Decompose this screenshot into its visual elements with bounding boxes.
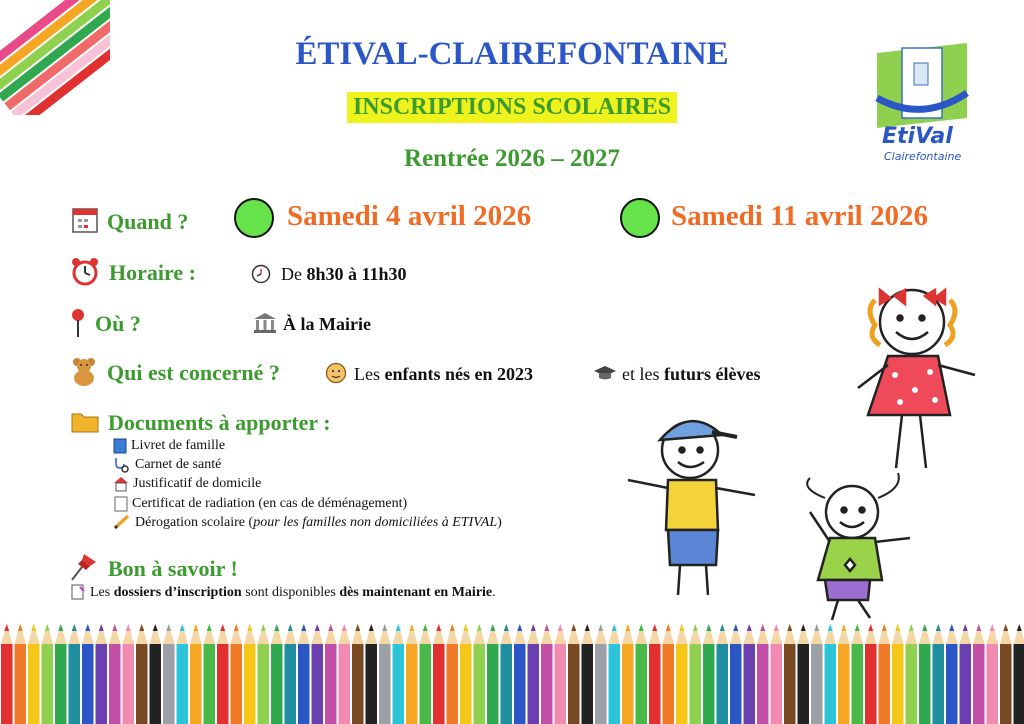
when-label: Quand ?: [107, 209, 189, 234]
kids-illustration: [620, 280, 990, 625]
tip-t3: .: [492, 585, 496, 600]
pushpin-icon: [70, 552, 98, 582]
house-icon: [113, 476, 129, 492]
book-icon: [113, 438, 127, 454]
hours-label: Horaire :: [109, 260, 196, 285]
where-text: À la Mairie: [283, 314, 371, 334]
tip-t1: Les: [90, 585, 114, 600]
page-subtitle: INSCRIPTIONS SCOLAIRES: [347, 92, 677, 123]
document-item: Certificat de radiation (en cas de déménagement): [132, 496, 408, 511]
who-b2: futurs élèves: [664, 364, 761, 384]
who-children: [354, 364, 533, 385]
school-year: Rentrée 2026 – 2027: [404, 145, 620, 172]
date1: Samedi 4 avril 2026: [287, 200, 532, 232]
boy-drawing: [628, 421, 755, 595]
child-face-icon: [325, 362, 347, 384]
town-hall-icon: [253, 312, 277, 334]
document-item: Livret de famille: [131, 438, 226, 453]
derogation-note: pour les familles non domiciliées à ETIVAL: [253, 515, 498, 530]
where-value: [283, 314, 371, 335]
hours-prefix: De: [281, 264, 307, 284]
date1-bullet: [234, 198, 274, 238]
who-b1: enfants nés en 2023: [384, 364, 534, 384]
hours-time: 8h30 à 11h30: [306, 264, 407, 284]
graduation-cap-icon: [593, 364, 617, 382]
pencil-icon: [113, 514, 131, 530]
logo-line1: EtiVal: [882, 124, 953, 149]
date2-bullet: [620, 198, 660, 238]
stethoscope-icon: [113, 457, 129, 473]
derogation-prefix: Dérogation scolaire (: [135, 515, 254, 530]
derogation-suffix: ): [497, 515, 502, 530]
who-t1: Les: [354, 364, 385, 384]
note-icon: [71, 584, 85, 600]
tip-label: Bon à savoir !: [108, 556, 238, 581]
who-label: Qui est concerné ?: [107, 360, 280, 385]
tip-text: [90, 585, 496, 601]
documents-label: Documents à apporter :: [108, 410, 331, 435]
pencils-bottom-decoration: [0, 624, 1024, 724]
page-icon: [114, 496, 128, 512]
tip-t2: sont disponibles: [241, 585, 340, 600]
map-pin-icon: [70, 308, 86, 338]
document-item: Justificatif de domicile: [133, 476, 262, 491]
document-item: Carnet de santé: [135, 457, 222, 472]
who-t2: et les: [622, 364, 664, 384]
folder-icon: [71, 411, 99, 433]
hours-value: [281, 264, 407, 285]
tip-b1: dossiers d’inscription: [113, 585, 242, 600]
date2: Samedi 11 avril 2026: [671, 200, 928, 232]
page-title: ÉTIVAL-CLAIREFONTAINE: [295, 36, 729, 72]
clock-icon: [251, 264, 271, 284]
where-label: Où ?: [95, 311, 141, 336]
subtitle-wrap: [0, 92, 1024, 123]
tip-b2: dès maintenant en Mairie: [339, 585, 493, 600]
calendar-icon: [72, 205, 98, 233]
small-girl-drawing: [807, 473, 910, 620]
girl-drawing: [858, 290, 975, 468]
teddy-bear-icon: [70, 356, 98, 386]
logo-line2: Clairefontaine: [884, 150, 962, 163]
document-item-derogation: [135, 515, 502, 531]
alarm-clock-icon: [70, 257, 100, 287]
